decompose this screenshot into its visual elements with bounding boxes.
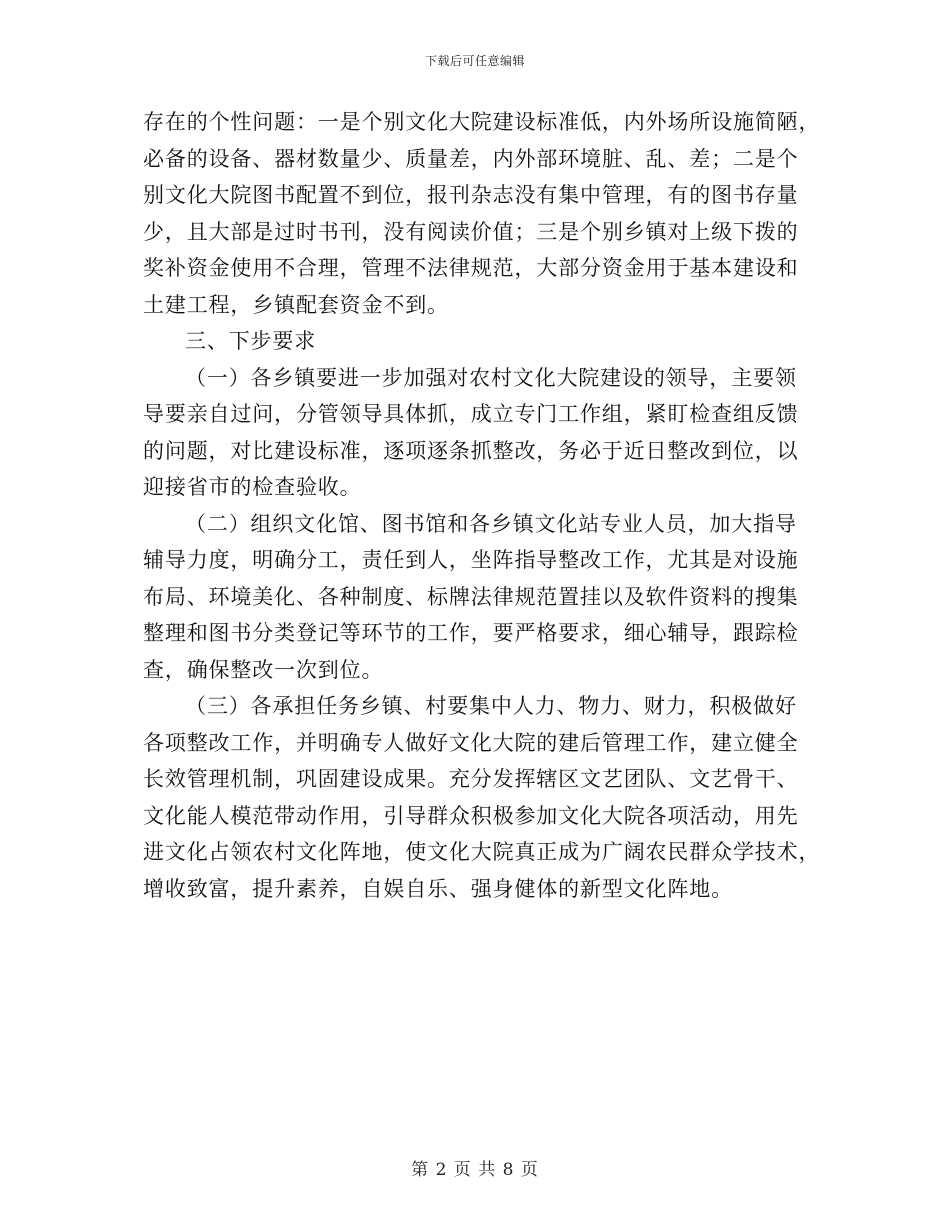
body-line: 必备的设备、器材数量少、质量差，内外部环境脏、乱、差；二是个 (143, 146, 799, 171)
body-line: 迎接省市的检查验收。 (143, 475, 362, 499)
body-line: 文化能人模范带动作用，引导群众积极参加文化大院各项活动，用先 (143, 803, 799, 828)
body-line: 布局、环境美化、各种制度、标牌法律规范置挂以及软件资料的搜集 (143, 584, 799, 609)
paragraph-start: （一）各乡镇要进一步加强对农村文化大院建设的领导，主要领 (185, 365, 797, 390)
body-line: 增收致富，提升素养，自娱自乐、强身健体的新型文化阵地。 (143, 876, 733, 901)
paragraph-start: （三）各承担任务乡镇、村要集中人力、物力、财力，积极做好 (185, 694, 797, 718)
body-line: 土建工程，乡镇配套资金不到。 (143, 292, 449, 317)
body-line: 进文化占领农村文化阵地，使文化大院真正成为广阔农民群众学技术， (143, 840, 821, 864)
body-line: 查，确保整改一次到位。 (143, 657, 384, 682)
paragraph-start: （二）组织文化馆、图书馆和各乡镇文化站专业人员，加大指导 (185, 511, 797, 536)
body-line: 长效管理机制，巩固建设成果。充分发挥辖区文艺团队、文艺骨干、 (143, 767, 799, 791)
header-note: 下载后可任意编辑 (424, 54, 525, 68)
body-line: 少，且大部是过时书刊，没有阅读价值；三是个别乡镇对上级下拨的 (143, 219, 799, 244)
body-line: 各项整改工作，并明确专人做好文化大院的建后管理工作，建立健全 (143, 730, 799, 755)
section-heading: 三、下步要求 (185, 329, 317, 353)
body-line: 导要亲自过问，分管领导具体抓，成立专门工作组，紧盯检查组反馈 (143, 402, 799, 426)
body-line: 整理和图书分类登记等环节的工作，要严格要求，细心辅导，跟踪检 (143, 621, 799, 645)
body-line: 别文化大院图书配置不到位，报刊杂志没有集中管理，有的图书存量 (143, 183, 799, 207)
document-body (143, 104, 821, 907)
body-line: 存在的个性问题：一是个别文化大院建设标准低，内外场所设施简陋， (143, 110, 821, 134)
page-number: 第 2 页 共 8 页 (411, 1160, 539, 1180)
body-line: 奖补资金使用不合理，管理不法律规范，大部分资金用于基本建设和 (143, 256, 799, 280)
body-line: 辅导力度，明确分工，责任到人，坐阵指导整改工作，尤其是对设施 (143, 548, 799, 572)
body-line: 的问题，对比建设标准，逐项逐条抓整改，务必于近日整改到位，以 (143, 438, 799, 463)
